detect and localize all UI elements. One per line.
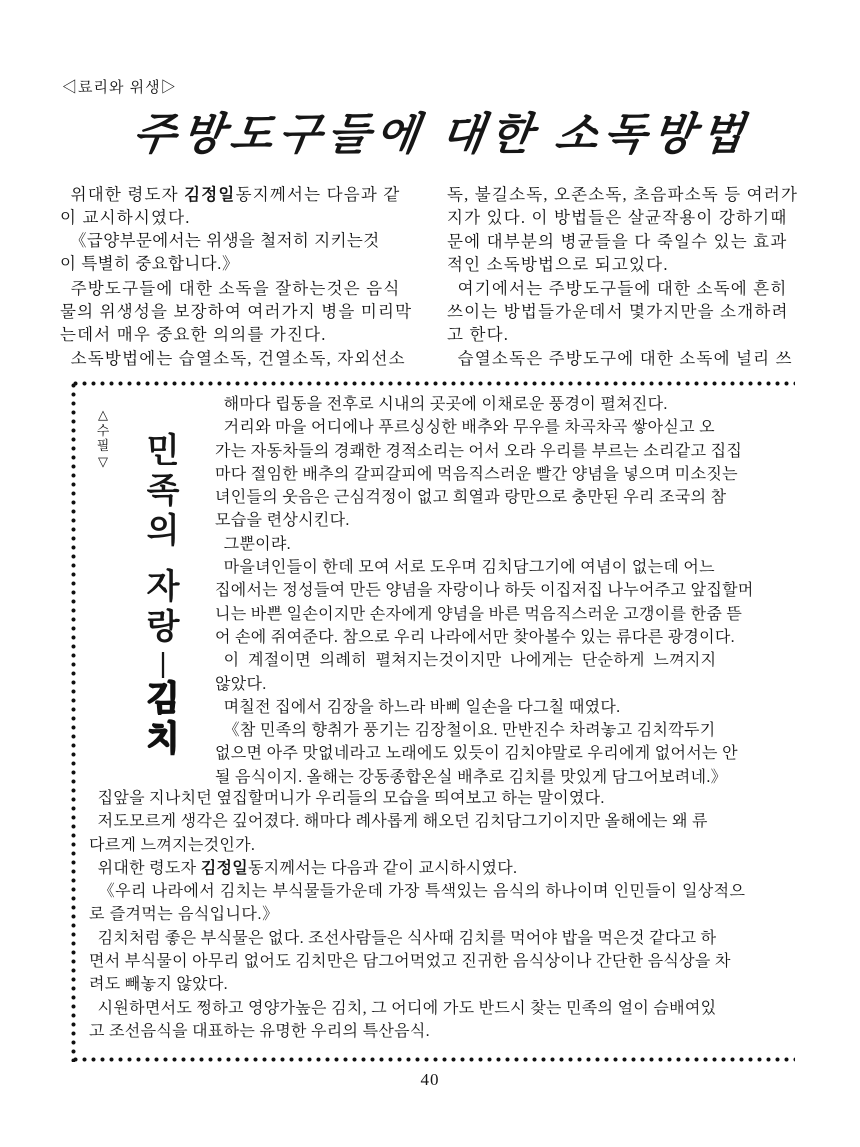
text-line: 김치처럼 좋은 부식물은 없다. 조선사람들은 식사때 김치를 먹어야 밥을 먹은것 같다고 하 — [89, 929, 717, 947]
text-line: 《급양부문에서는 위생을 철저히 지키는것 — [60, 231, 380, 250]
text-line: 는데서 매우 중요한 의의를 가진다. — [60, 325, 327, 345]
text-line: 고 조선음식을 대표하는 유명한 우리의 특산음식. — [89, 1022, 430, 1040]
article-column-left — [60, 183, 438, 370]
text-line: 될 음식이지. 올해는 강동종합온실 배추로 김치를 맛있게 담그어보려네.》 — [215, 768, 727, 786]
text-line: 지가 있다. 이 방법들은 살균작용이 강하기때 — [447, 208, 788, 228]
text-line: 이 교시하시였다. — [60, 208, 191, 228]
text-line: 모습을 련상시킨다. — [215, 512, 350, 530]
text-line: 습열소독은 주방도구에 대한 소독에 널리 쓰 — [447, 348, 793, 368]
text-line: 저도모르게 생각은 깊어졌다. 해마다 례사롭게 해오던 김치담그기이지만 올해에는 왜 류 — [89, 813, 708, 831]
text-line: 《우리 나라에서 김치는 부식물들가운데 가장 특색있는 음식의 하나이며 인민들이 일상적으 — [89, 883, 746, 901]
text-line: 위대한 령도자 김정일동지께서는 다음과 같이 교시하시였다. — [89, 859, 518, 877]
text-line: 고 한다. — [447, 325, 510, 345]
vertical-char: 치 — [146, 720, 180, 758]
text-line: 물의 위생성을 보장하여 여러가지 병을 미리막 — [60, 302, 413, 322]
article-body — [60, 183, 826, 370]
text-line: 이 계절이면 의례히 펼쳐지는것이지만 나에게는 단순하게 느껴지지 — [215, 652, 717, 670]
dotted-border-top — [71, 381, 795, 386]
essay-box — [71, 381, 795, 1062]
vertical-char: | — [159, 647, 167, 678]
text-line: 집에서는 정성들여 만든 양념을 자랑이나 하듯 이집저집 나누어주고 앞집할머 — [215, 582, 754, 600]
page-title: 주방도구들에 대한 소독방법 — [129, 110, 753, 159]
essay-genre-label — [93, 407, 113, 469]
text-line: 거리와 마을 어디에나 푸르싱싱한 배추와 무우를 차곡차곡 쌓아싣고 오 — [215, 419, 715, 437]
dotted-border-bottom — [71, 1057, 795, 1062]
vertical-char: 필 — [96, 438, 110, 453]
text-line: 이 특별히 중요합니다.》 — [60, 255, 239, 274]
text-line: 해마다 립동을 전후로 시내의 곳곳에 이채로운 풍경이 펼쳐진다. — [215, 396, 668, 413]
text-line: 며칠전 집에서 김장을 하느라 바삐 일손을 다그칠 때였다. — [215, 698, 621, 716]
text-line: 면서 부식물이 아무리 없어도 김치만은 담그어먹었고 진귀한 음식상이나 간단한 음식상을 차 — [89, 953, 731, 971]
text-line: 마을녀인들이 한데 모여 서로 도우며 김치담그기에 여념이 없는데 어느 — [215, 559, 715, 577]
vertical-char: 수 — [96, 422, 110, 438]
vertical-char: 랑 — [146, 608, 180, 646]
text-line: 집앞을 지나치던 옆집할머니가 우리들의 모습을 띄여보고 하는 말이였다. — [89, 790, 605, 807]
text-line: 니는 바쁜 일손이지만 손자에게 양념을 바른 먹음직스러운 고갱이를 한줌 뜯 — [215, 605, 743, 623]
essay-text-upper — [215, 393, 793, 789]
text-line: 가는 자동차들의 경쾌한 경적소리는 어서 오라 우리를 부르는 소리같고 집집 — [215, 442, 743, 460]
vertical-char: 의 — [146, 512, 180, 550]
text-line: 여기에서는 주방도구들에 대한 소독에 흔히 — [447, 278, 788, 298]
vertical-char: 족 — [146, 472, 180, 510]
dotted-border-left — [71, 381, 76, 1062]
page-number: 40 — [420, 1070, 440, 1089]
vertical-char: 민 — [146, 432, 180, 470]
text-line: 다르게 느껴지는것인가. — [89, 836, 256, 854]
text-line: 어 손에 쥐여준다. 참으로 우리 나라에서만 찾아볼수 있는 류다른 광경이다. — [215, 628, 735, 646]
vertical-char: 자 — [146, 568, 180, 606]
text-line: 문에 대부분의 병균들을 다 죽일수 있는 효과 — [447, 231, 788, 251]
essay-title-vertical — [135, 431, 191, 759]
text-line: 위대한 령도자 김정일동지께서는 다음과 같 — [60, 185, 401, 204]
text-line: 마다 절임한 배추의 갈피갈피에 먹음직스러운 빨간 양념을 넣으며 미소짓는 — [215, 465, 738, 483]
text-line: 적인 소독방법으로 되고있다. — [447, 255, 669, 275]
text-line: 없으면 아주 맛없네라고 노래에도 있듯이 김치야말로 우리에게 없어서는 안 — [215, 745, 738, 763]
text-line: 려도 빼놓지 않았다. — [89, 976, 228, 994]
text-line: 《참 민족의 향취가 풍기는 김장철이요. 만반진수 차려놓고 김치깍두기 — [215, 722, 716, 740]
text-line: 시원하면서도 쩡하고 영양가높은 김치, 그 어디에 가도 반드시 찾는 민족의 얼이 슴배여있 — [89, 999, 717, 1017]
text-line: 소독방법에는 습열소독, 건열소독, 자외선소 — [60, 348, 406, 368]
vertical-char: ▽ — [98, 453, 108, 469]
text-line: 녀인들의 웃음은 근심걱정이 없고 희열과 랑만으로 충만된 우리 조국의 참 — [215, 489, 727, 507]
article-column-right — [447, 183, 825, 370]
text-line: 주방도구들에 대한 소독을 잘하는것은 음식 — [60, 278, 401, 298]
text-line: 그뿐이랴. — [215, 535, 291, 553]
essay-text-lower — [89, 787, 793, 1043]
text-line: 않았다. — [215, 675, 267, 693]
text-line: 독, 불길소독, 오존소독, 초음파소독 등 여러가 — [447, 185, 799, 204]
vertical-char: 김 — [146, 680, 180, 718]
text-line: 로 즐겨먹는 음식입니다.》 — [89, 906, 279, 924]
text-line: 쓰이는 방법들가운데서 몇가지만을 소개하려 — [447, 302, 789, 322]
vertical-char: △ — [98, 407, 108, 422]
section-label: ◁료리와 위생▷ — [62, 79, 177, 96]
